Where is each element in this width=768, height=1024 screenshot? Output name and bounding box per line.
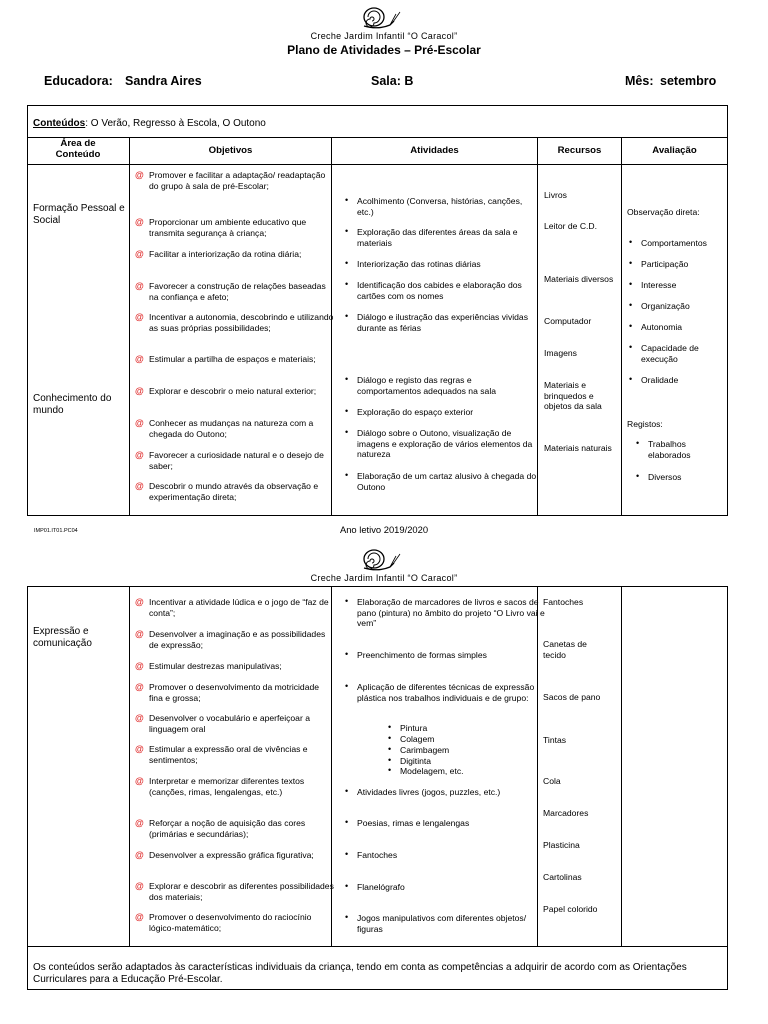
educadora-label: Educadora: (44, 74, 113, 88)
adaptation-note: Os conteúdos serão adaptados às características individuais da criança, tendo em conta as competências a adquirir de acordo com as Orientações Curriculares para a Educação Pré-Escolar. (33, 962, 687, 985)
atividade-item: • Flanelógrafo (345, 881, 405, 892)
header-avaliacao: Avaliação (652, 145, 697, 156)
avaliacao-item: • Oralidade (629, 374, 679, 385)
header-area: Área de Conteúdo (55, 138, 101, 160)
area-expressao: Expressão e comunicação (33, 626, 92, 649)
area-conhecimento: Conhecimento do mundo (33, 393, 112, 416)
recurso-item: Sacos de pano (543, 692, 601, 702)
page-title: Plano de Atividades – Pré-Escolar (287, 43, 481, 57)
objetivo-item: @ Incentivar a atividade lúdica e o jogo de “faz de conta”; (135, 597, 329, 618)
recurso-item: Marcadores (543, 808, 589, 818)
objetivo-item: @ Favorecer a construção de relações baseadas na confiança e afeto; (135, 281, 326, 302)
school-year: Ano letivo 2019/2020 (339, 524, 429, 535)
objetivo-item: @ Conhecer as mudanças na natureza com a chegada do Outono; (135, 418, 314, 439)
objetivo-item: @ Proporcionar um ambiente educativo que transmita segurança à criança; (135, 217, 307, 238)
objetivo-item: @ Interpretar e memorizar diferentes textos (canções, rimas, lengalengas, etc.) (135, 776, 305, 797)
sala-label: Sala: B (371, 74, 414, 88)
tecnica-item: • Modelagem, etc. (388, 765, 464, 776)
objetivo-item: @ Estimular a partilha de espaços e materiais; (135, 354, 316, 364)
avaliacao-item: • Capacidade de execução (629, 342, 699, 364)
recurso-item: Cartolinas (543, 872, 582, 882)
recurso-item: Imagens (544, 348, 577, 358)
recurso-item: Leitor de C.D. (544, 221, 598, 231)
avaliacao-item: • Organização (629, 300, 690, 311)
objetivo-item: @ Promover e facilitar a adaptação/ readaptação do grupo à sala de pré-Escolar; (135, 170, 326, 191)
avaliacao-item: • Comportamentos (629, 237, 707, 248)
header-atividades: Atividades (410, 145, 459, 156)
atividade-item: • Exploração do espaço exterior (345, 406, 474, 417)
atividade-item: • Atividades livres (jogos, puzzles, etc.) (345, 786, 501, 797)
objetivo-item: @ Desenvolver a imaginação e as possibilidades de expressão; (135, 629, 326, 650)
objetivo-item: @ Estimular a expressão oral de vivências e sentimentos; (135, 744, 308, 765)
atividade-item: • Identificação dos cabides e elaboração dos cartões com os nomes (345, 279, 522, 301)
objetivo-item: @ Favorecer a curiosidade natural e o desejo de saber; (135, 450, 324, 471)
recurso-item: Fantoches (543, 597, 584, 607)
registos-label: Registos: (627, 419, 663, 429)
recurso-item: Materiais diversos (544, 274, 614, 284)
atividade-item: • Jogos manipulativos com diferentes objetos/ figuras (345, 912, 527, 934)
header-recursos: Recursos (557, 145, 602, 156)
avaliacao-item: • Autonomia (629, 321, 683, 332)
recurso-item: Materiais e brinquedos e objetos da sala (544, 380, 602, 412)
avaliacao-observacao: Observação direta: (627, 207, 700, 217)
recurso-item: Computador (544, 316, 592, 326)
school-name: Creche Jardim Infantil “O Caracol” (310, 573, 458, 583)
recurso-item: Materiais naturais (544, 443, 612, 453)
atividade-item: • Diálogo sobre o Outono, visualização de imagens e exploração de vários elementos da natureza (345, 427, 533, 460)
header-objetivos: Objetivos (208, 145, 253, 156)
atividade-item: • Elaboração de um cartaz alusivo à chegada do Outono (345, 470, 537, 492)
objetivo-item: @ Reforçar a noção de aquisição das cores (primárias e secundárias); (135, 818, 306, 839)
recurso-item: Papel colorido (543, 904, 598, 914)
recurso-item: Cola (543, 776, 561, 786)
objetivo-item: @ Estimular destrezas manipulativas; (135, 661, 282, 671)
atividade-item: • Aplicação de diferentes técnicas de expressão plástica nos trabalhos individuais e de grupo: (345, 681, 535, 703)
area-formacao: Formação Pessoal e Social (33, 203, 125, 226)
tecnica-item: • Colagem (388, 733, 435, 744)
recurso-item: Canetas de tecido (543, 639, 587, 660)
school-name: Creche Jardim Infantil “O Caracol” (310, 31, 458, 41)
objetivo-item: @ Desenvolver o vocabulário e aperfeiçoar a linguagem oral (135, 713, 310, 734)
educadora-name: Sandra Aires (125, 74, 202, 88)
atividade-item: • Acolhimento (Conversa, histórias, canções, etc.) (345, 195, 523, 217)
avaliacao-item: • Interesse (629, 279, 677, 290)
objetivo-item: @ Desenvolver a expressão gráfica figurativa; (135, 850, 314, 860)
recurso-item: Plasticina (543, 840, 580, 850)
atividade-item: • Diálogo e registo das regras e comportamentos adequados na sala (345, 374, 497, 396)
atividade-item: • Exploração das diferentes áreas da sala e materiais (345, 226, 518, 248)
tecnica-item: • Digitinta (388, 755, 432, 766)
objetivo-item: @ Facilitar a interiorização da rotina diária; (135, 249, 302, 259)
atividade-item: • Interiorização das rotinas diárias (345, 258, 481, 269)
conteudos-label: Conteúdos (33, 118, 86, 129)
atividade-item: • Fantoches (345, 849, 398, 860)
objetivo-item: @ Explorar e descobrir as diferentes possibilidades dos materiais; (135, 881, 334, 902)
objetivo-item: @ Incentivar a autonomia, descobrindo e utilizando as suas próprias possibilidades; (135, 312, 334, 333)
snail-logo-icon (360, 4, 404, 30)
tecnica-item: • Pintura (388, 722, 428, 733)
registo-item: • Trabalhos elaborados (636, 438, 691, 460)
atividade-item: • Elaboração de marcadores de livros e sacos de pano (pintura) no âmbito do projeto “O Livro vai e vem” (345, 596, 545, 629)
objetivo-item: @ Explorar e descobrir o meio natural exterior; (135, 386, 317, 396)
atividade-item: • Preenchimento de formas simples (345, 649, 487, 660)
conteudos-row (33, 118, 266, 129)
objetivo-item: @ Promover o desenvolvimento do raciocínio lógico-matemático; (135, 912, 312, 933)
document-code: IMP01.IT01.PC04 (34, 528, 78, 534)
atividade-item: • Poesias, rimas e lengalengas (345, 817, 470, 828)
objetivo-item: @ Promover o desenvolvimento da motricidade fina e grossa; (135, 682, 320, 703)
avaliacao-item: • Participação (629, 258, 689, 269)
atividade-item: • Diálogo e ilustração das experiências vividas durante as férias (345, 311, 529, 333)
recurso-item: Livros (544, 190, 567, 200)
mes-value: setembro (660, 74, 717, 88)
tecnica-item: • Carimbagem (388, 744, 450, 755)
registo-item: • Diversos (636, 471, 682, 482)
conteudos-text: : O Verão, Regresso à Escola, O Outono (85, 118, 266, 129)
recurso-item: Tintas (543, 735, 567, 745)
snail-logo-icon (360, 546, 404, 572)
objetivo-item: @ Descobrir o mundo através da observação e experimentação direta; (135, 481, 319, 502)
mes-label: Mês: (625, 74, 654, 88)
